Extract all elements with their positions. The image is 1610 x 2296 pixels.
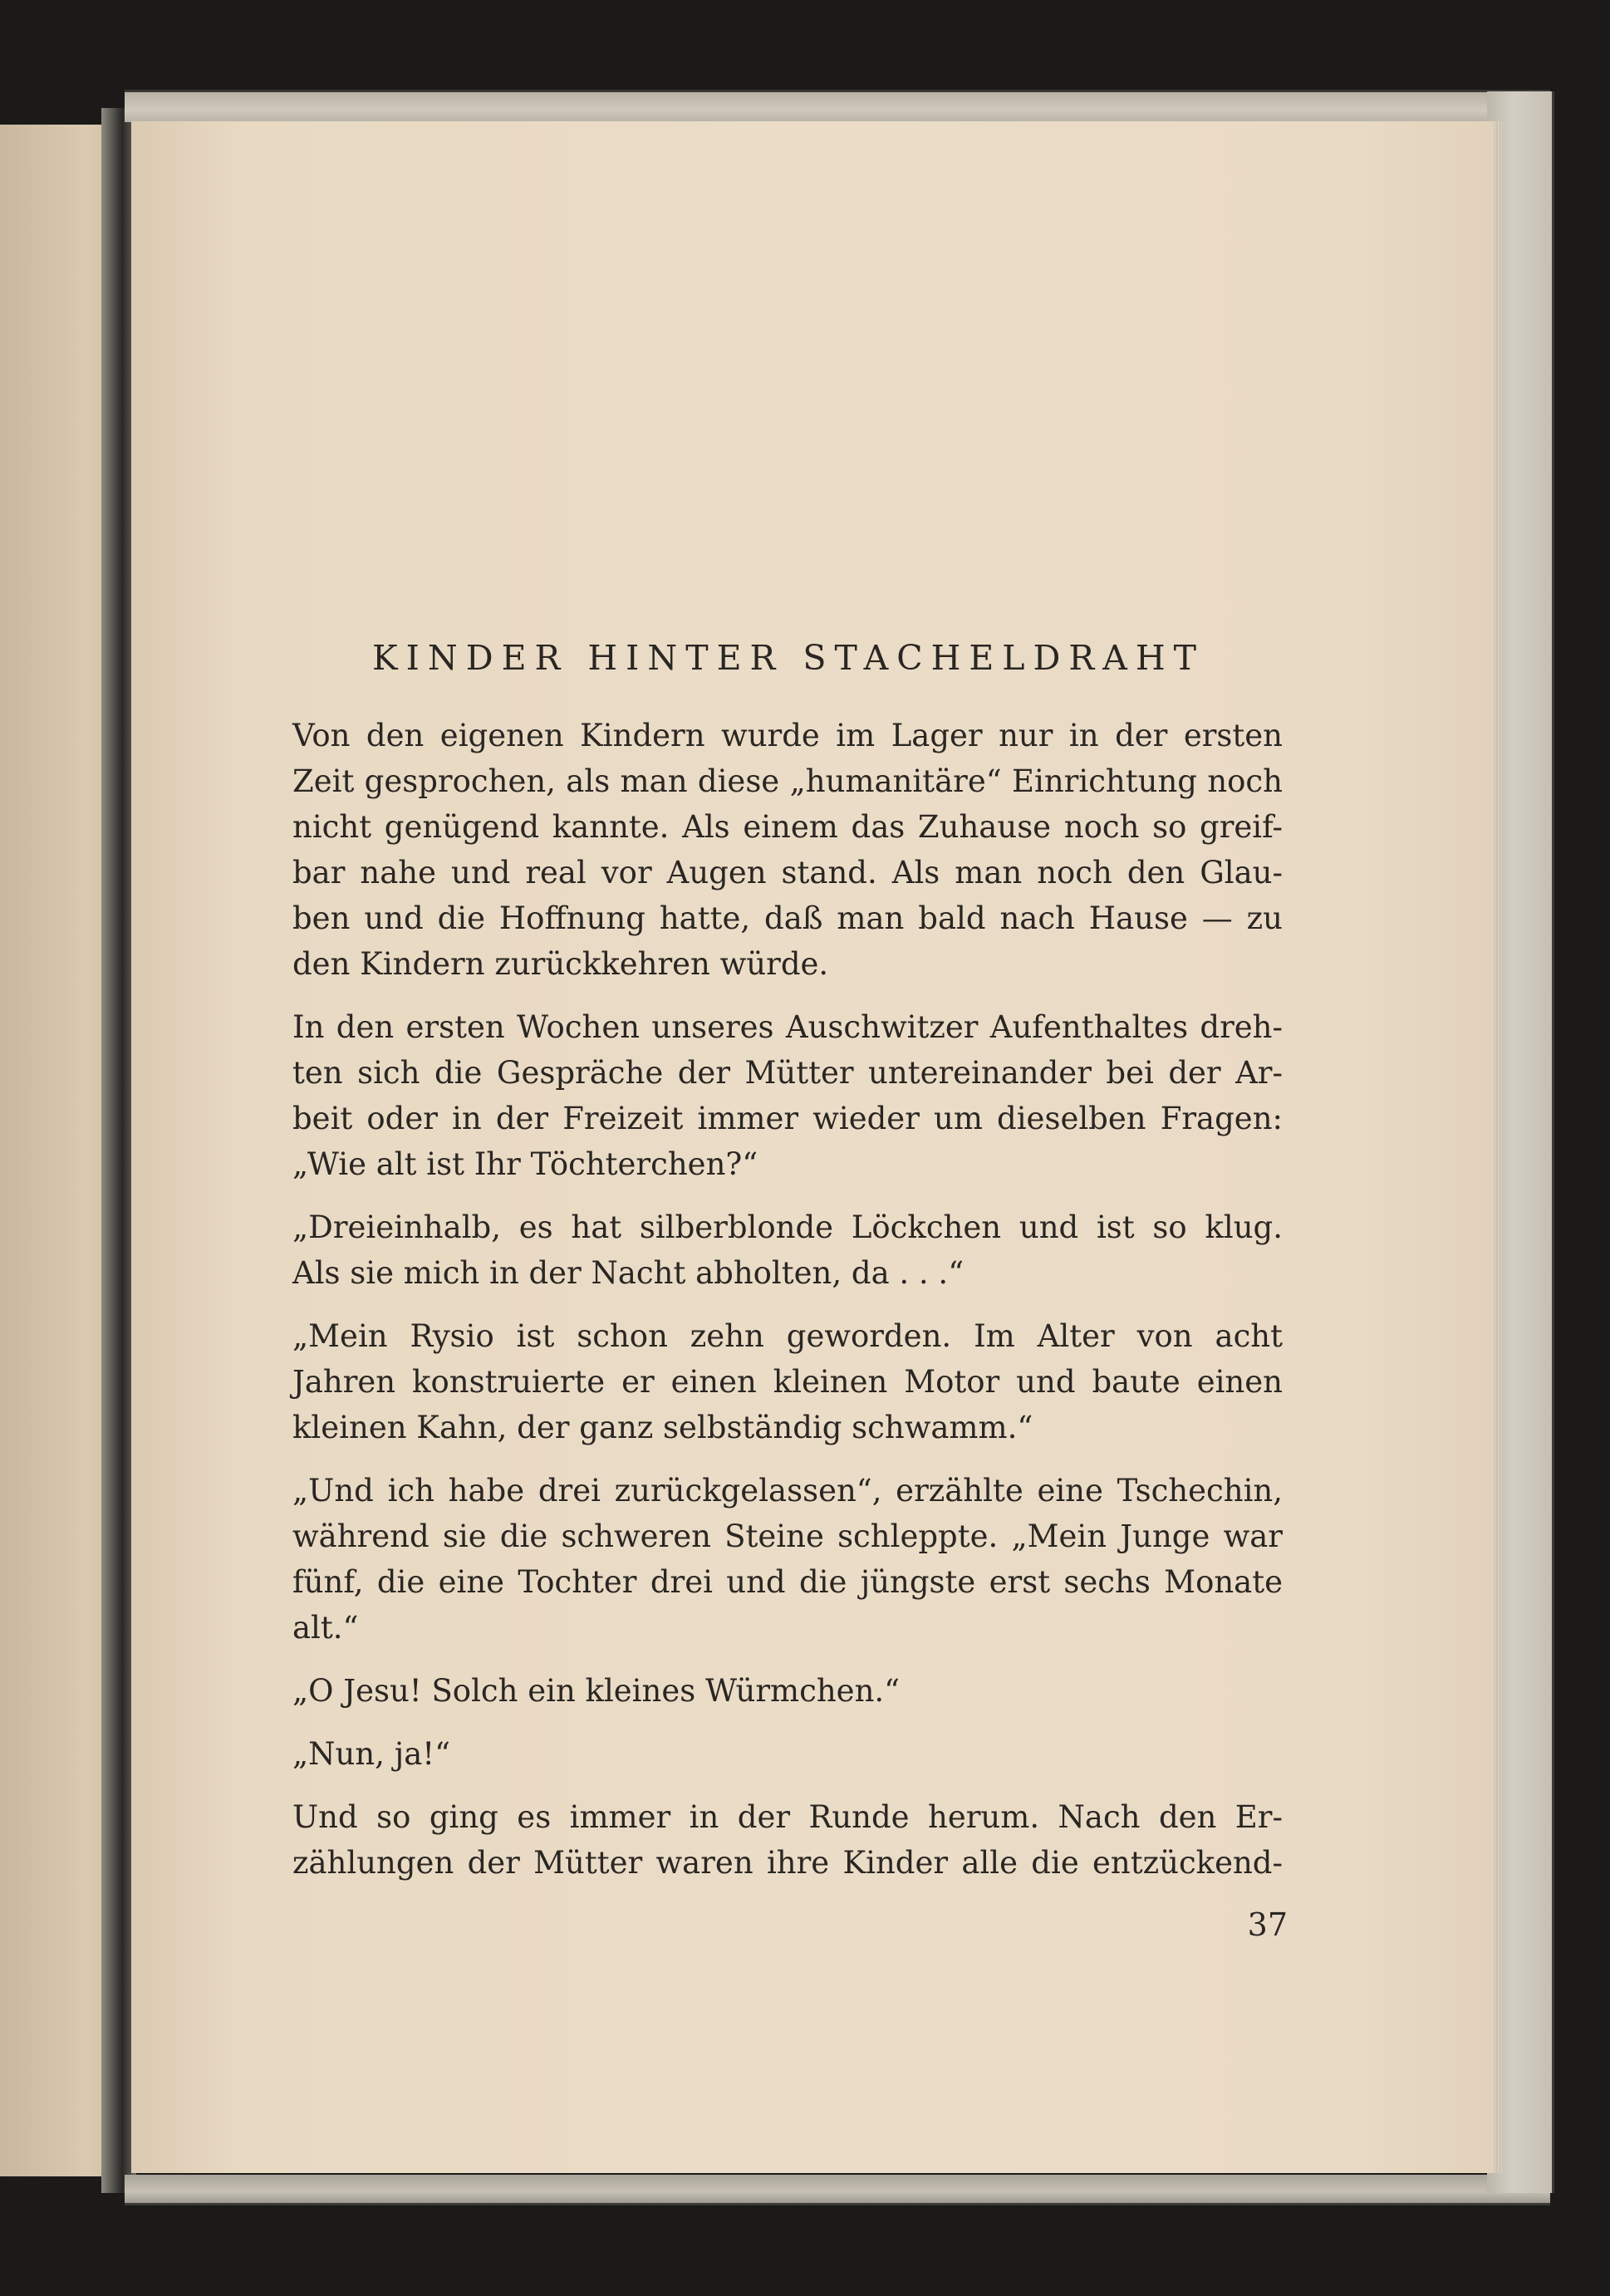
paragraph [292,1794,1283,1886]
book-cover-top [125,90,1550,122]
text-line: „Nun, ja!“ [292,1736,451,1772]
text-line: fünf, die eine Tochter drei und die jüngste erst sechs Monate [292,1564,1283,1600]
text-line: Und so ging es immer in der Runde herum. Nach den Er- [292,1799,1283,1835]
text-line: „Und ich habe drei zurückgelassen“, erzählte eine Tschechin, [292,1473,1283,1509]
text-line: Jahren konstruierte er einen kleinen Motor und baute einen [292,1364,1283,1400]
text-line: ben und die Hoffnung hatte, daß man bald nach Hause — zu [292,900,1283,936]
paragraph [292,1668,1283,1714]
text-line: Als sie mich in der Nacht abholten, da . . .“ [292,1255,965,1291]
paragraph [292,1004,1283,1187]
paragraph [292,1313,1283,1450]
text-line: „Wie alt ist Ihr Töchterchen?“ [292,1146,758,1182]
text-line: Von den eigenen Kindern wurde im Lager nur in der ersten [292,718,1283,753]
text-line: zählungen der Mütter waren ihre Kinder alle die entzückend- [292,1845,1283,1881]
text-line: Zeit gesprochen, als man diese „humanitäre“ Einrichtung noch [292,763,1283,799]
text-line: „Dreieinhalb, es hat silberblonde Löckchen und ist so klug. [292,1209,1283,1245]
text-line: „O Jesu! Solch ein kleines Würmchen.“ [292,1673,901,1709]
text-line: In den ersten Wochen unseres Auschwitzer Aufenthaltes dreh- [292,1009,1283,1045]
paragraph [292,1731,1283,1777]
paragraph [292,1204,1283,1296]
book-cover-bottom [125,2175,1550,2205]
text-line: alt.“ [292,1610,359,1646]
text-line: den Kindern zurückkehren würde. [292,946,829,982]
text-line: bar nahe und real vor Augen stand. Als man noch den Glau- [292,855,1283,890]
text-line: nicht genügend kannte. Als einem das Zuhause noch so greif- [292,809,1283,845]
text-line: ten sich die Gespräche der Mütter untereinander bei der Ar- [292,1055,1283,1091]
paragraph [292,713,1283,987]
text-line: „Mein Rysio ist schon zehn geworden. Im Alter von acht [292,1318,1283,1354]
text-line: während sie die schweren Steine schleppte. „Mein Junge war [292,1518,1283,1554]
text-line: kleinen Kahn, der ganz selbständig schwamm.“ [292,1410,1033,1445]
text-line: beit oder in der Freizeit immer wieder um dieselben Fragen: [292,1101,1283,1136]
body-text [292,713,1283,1903]
chapter-heading: KINDER HINTER STACHELDRAHT [372,638,1205,678]
page-number: 37 [1247,1906,1288,1943]
paragraph [292,1468,1283,1651]
